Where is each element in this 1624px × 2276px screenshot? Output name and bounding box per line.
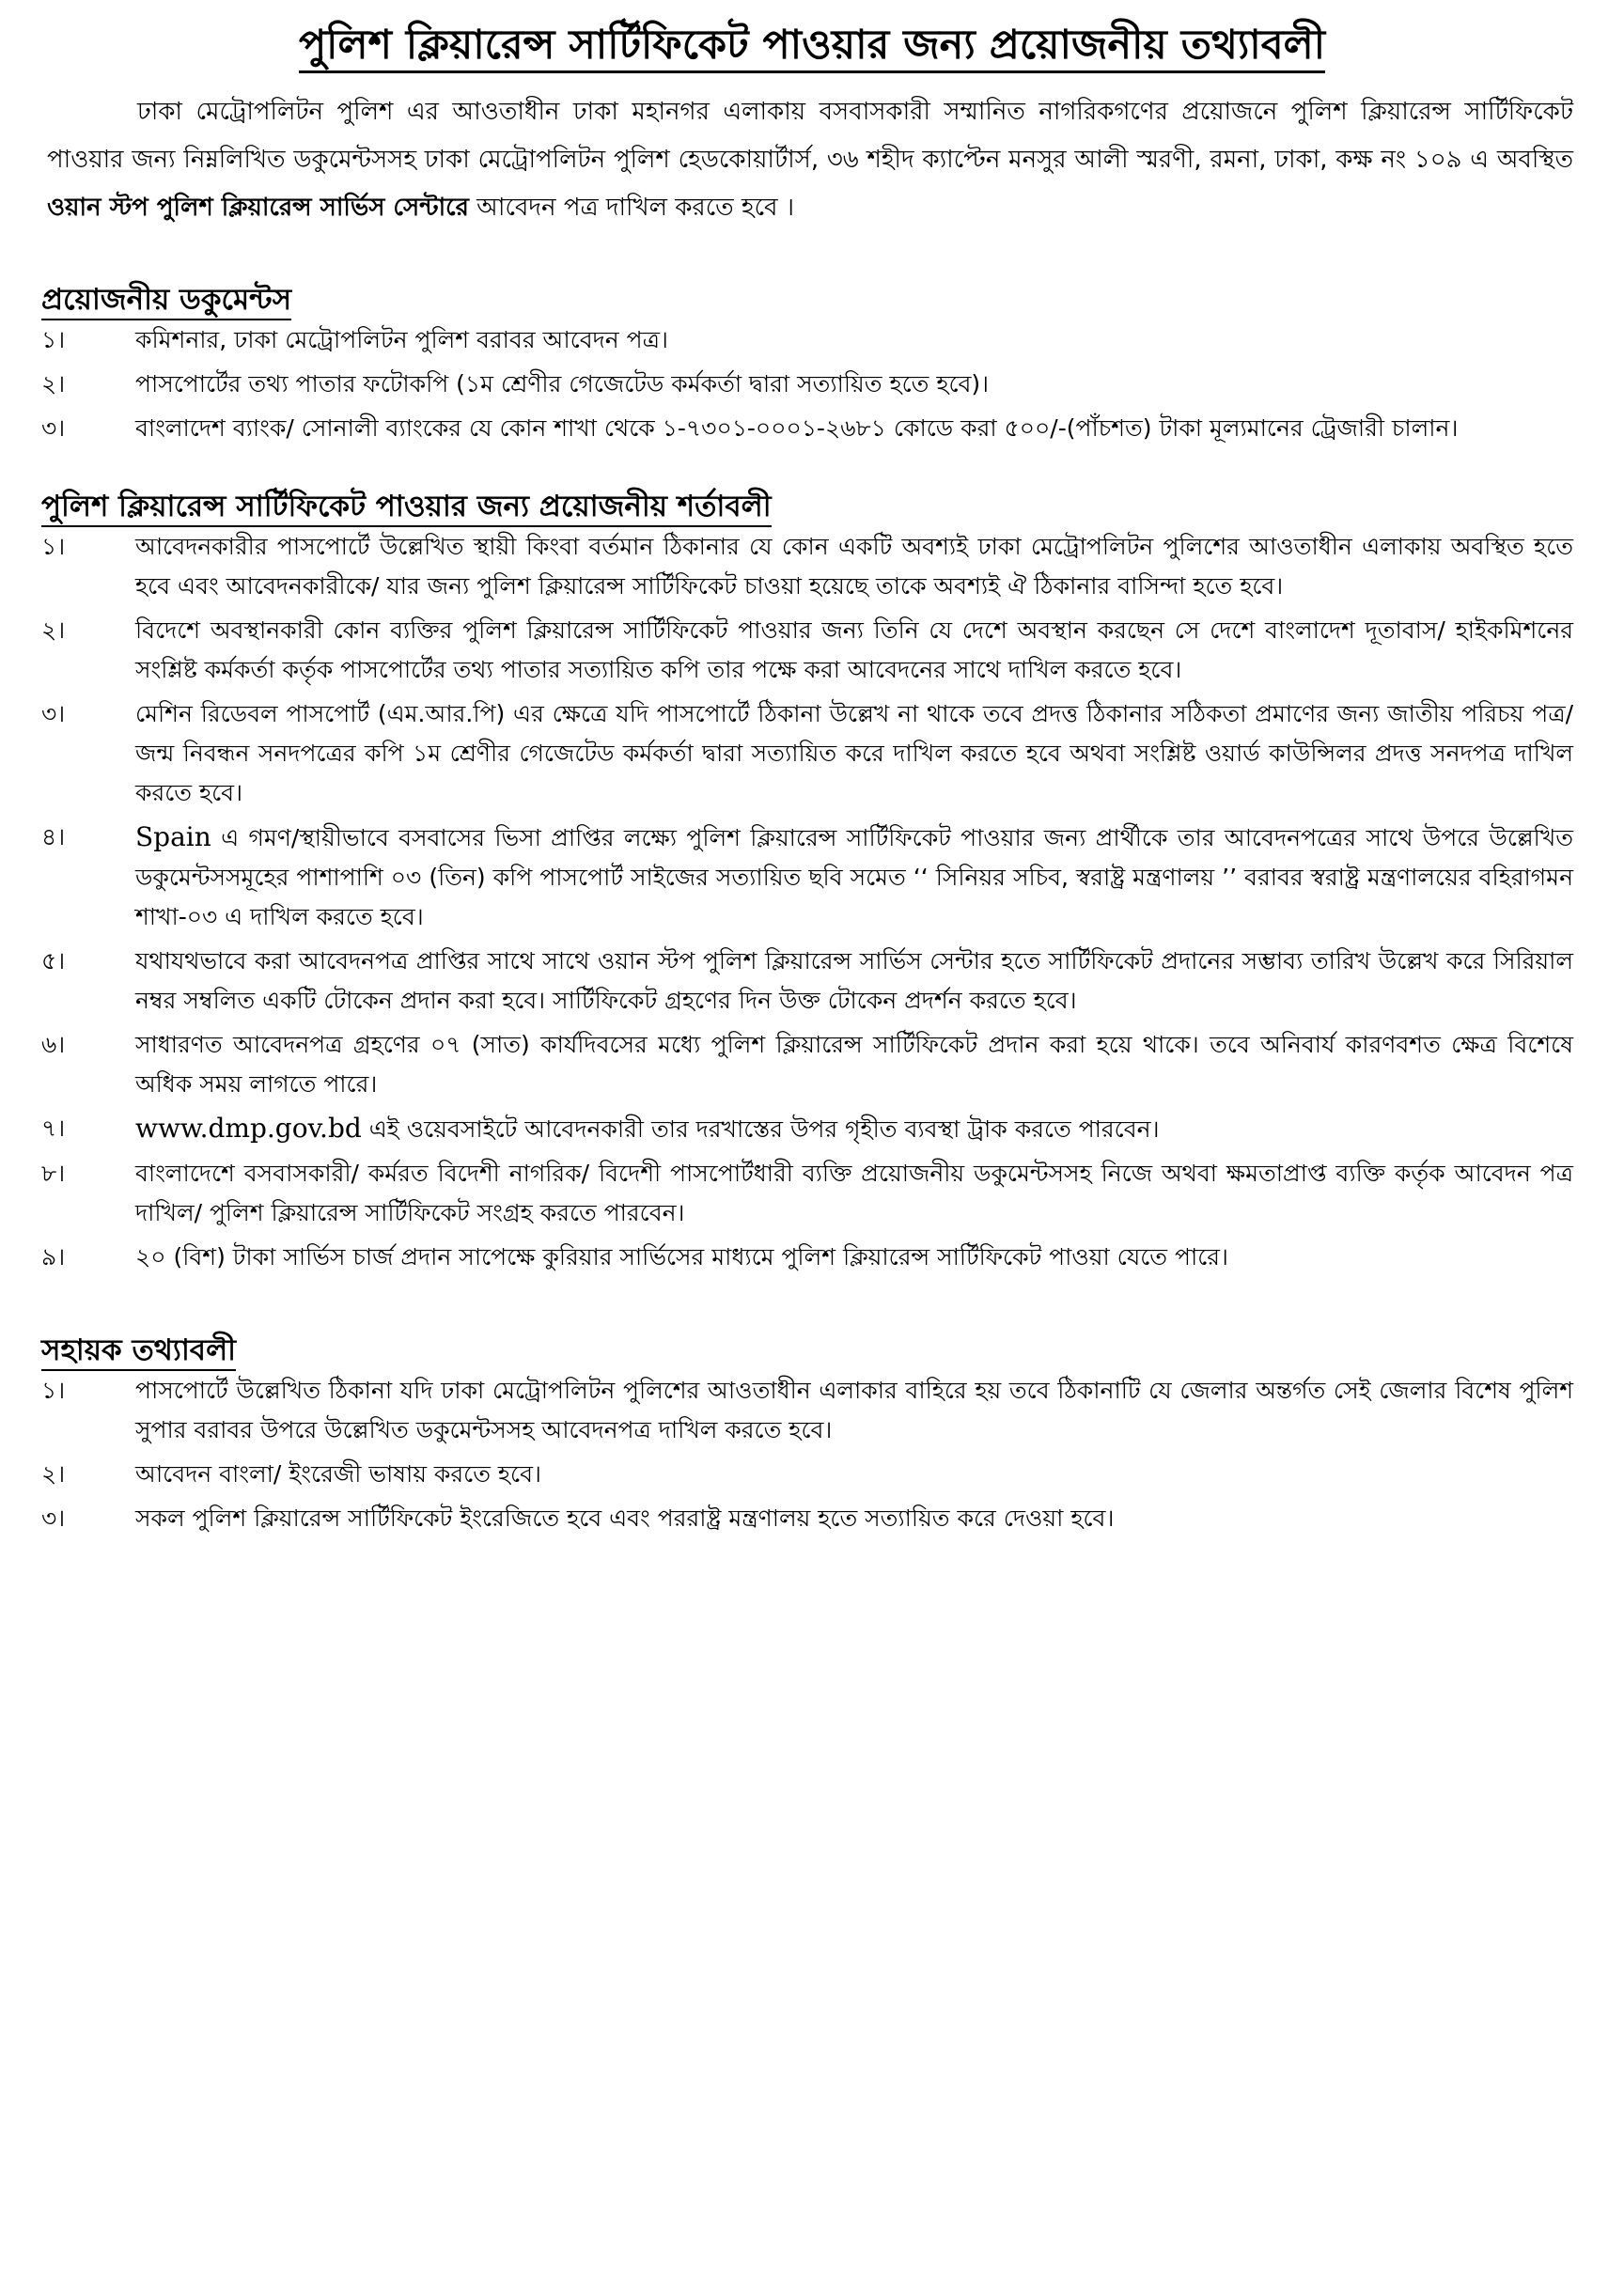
item-text: [135, 818, 1573, 937]
list-item: [34, 409, 1573, 448]
item-number: ৯।: [41, 1243, 66, 1271]
required-documents-list: [34, 320, 1590, 448]
conditions-heading-text: পুলিশ ক্লিয়ারেন্স সার্টিফিকেট পাওয়ার জন্য প্রয়োজনীয় শর্তাবলী: [41, 490, 772, 527]
list-item: [34, 1154, 1573, 1233]
intro-text-end: আবেদন পত্র দাখিল করতে হবে ।: [476, 194, 795, 222]
item-number: ২।: [41, 616, 66, 644]
list-item: [34, 1238, 1573, 1277]
item-number: ১।: [41, 533, 66, 560]
intro-highlight: ওয়ান স্টপ পুলিশ ক্লিয়ারেন্স সার্ভিস সেন্টারে: [47, 194, 469, 222]
item-number: ৩।: [41, 700, 66, 727]
list-item: [34, 365, 1573, 404]
list-item: [34, 1025, 1573, 1104]
list-item: [34, 694, 1573, 813]
item-number: ৪।: [41, 823, 66, 850]
list-item: [34, 1371, 1573, 1450]
item-text: সাধারণত আবেদনপত্র গ্রহণের ০৭ (সাত) কার্যদিবসের মধ্যে পুলিশ ক্লিয়ারেন্স সার্টিফিকেট প্রদান করা হয়ে থাকে। তবে অনিবার্য কারণবশত ক্ষেত্র বিশেষে অধিক সময় লাগতে পারে।: [135, 1031, 1573, 1098]
list-item: [34, 1109, 1573, 1149]
item-text: পাসপোর্টের তথ্য পাতার ফটোকপি (১ম শ্রেণীর গেজেটেড কর্মকর্তা দ্বারা সত্যায়িত হতে হবে)।: [135, 370, 990, 398]
item-text: [135, 1109, 1573, 1149]
item-text: সকল পুলিশ ক্লিয়ারেন্স সার্টিফিকেট ইংরেজিতে হবে এবং পররাষ্ট্র মন্ত্রণালয় হতে সত্যায়িত করে দেওয়া হবে।: [135, 1504, 1115, 1532]
item-number: ১।: [41, 326, 66, 353]
list-item: [34, 320, 1573, 360]
conditions-heading: [34, 486, 1590, 527]
intro-text: ঢাকা মেট্রোপলিটন পুলিশ এর আওতাধীন ঢাকা মহানগর এলাকায় বসবাসকারী সম্মানিত নাগরিকগণের প্রয়োজনে পুলিশ ক্লিয়ারেন্স সার্টিফিকেট পাওয়ার জন্য নিম্নলিখিত ডকুমেন্টসসহ ঢাকা মেট্রোপলিটন পুলিশ হেডকোয়ার্টার্স, ৩৬ শহীদ ক্যাপ্টেন মনসুর আলী স্মরণী, রমনা, ঢাকা, কক্ষ নং ১০৯ এ অবস্থিত: [47, 98, 1573, 174]
required-documents-heading-text: প্রয়োজনীয় ডকুমেন্টস: [41, 283, 291, 320]
item-text: ২০ (বিশ) টাকা সার্ভিস চার্জ প্রদান সাপেক্ষে কুরিয়ার সার্ভিসের মাধ্যমে পুলিশ ক্লিয়ারেন্স সার্টিফিকেট পাওয়া যেতে পারে।: [135, 1243, 1228, 1271]
website-link[interactable]: www.dmp.gov.bd: [135, 1113, 362, 1144]
item-text: বিদেশে অবস্থানকারী কোন ব্যক্তির পুলিশ ক্লিয়ারেন্স সার্টিফিকেট পাওয়ার জন্য তিনি যে দেশে অবস্থান করছেন সে দেশে বাংলাদেশ দূতাবাস/ হাইকমিশনের সংশ্লিষ্ট কর্মকর্তা কর্তৃক পাসপোর্টের তথ্য পাতার সত্যায়িত কপি তার পক্ষে করা আবেদনের সাথে দাখিল করতে হবে।: [135, 616, 1573, 683]
item-text: কমিশনার, ঢাকা মেট্রোপলিটন পুলিশ বরাবর আবেদন পত্র।: [135, 326, 668, 353]
document-title: [34, 17, 1590, 73]
country-name: Spain: [135, 821, 211, 852]
item-number: ৩।: [41, 414, 66, 442]
item-text: বাংলাদেশে বসবাসকারী/ কর্মরত বিদেশী নাগরিক/ বিদেশী পাসপোর্টধারী ব্যক্তি প্রয়োজনীয় ডকুমেন্টসসহ নিজে অথবা ক্ষমতাপ্রাপ্ত ব্যক্তি কর্তৃক আবেদন পত্র দাখিল/ পুলিশ ক্লিয়ারেন্স সার্টিফিকেট সংগ্রহ করতে পারবেন।: [135, 1160, 1573, 1226]
item-text: যথাযথভাবে করা আবেদনপত্র প্রাপ্তির সাথে সাথে ওয়ান স্টপ পুলিশ ক্লিয়ারেন্স সার্ভিস সেন্টার হতে সার্টিফিকেট প্রদানের সম্ভাব্য তারিখ উল্লেখ করে সিরিয়াল নম্বর সম্বলিত একটি টোকেন প্রদান করা হবে। সার্টিফিকেট গ্রহণের দিন উক্ত টোকেন প্রদর্শন করতে হবে।: [135, 947, 1573, 1014]
item-number: ৮।: [41, 1160, 66, 1187]
item-number: ৫।: [41, 947, 66, 974]
item-text: আবেদনকারীর পাসপোর্টে উল্লেখিত স্থায়ী কিংবা বর্তমান ঠিকানার যে কোন একটি অবশ্যই ঢাকা মেট্রোপলিটন পুলিশের আওতাধীন এলাকায় অবস্থিত হতে হবে এবং আবেদনকারীকে/ যার জন্য পুলিশ ক্লিয়ারেন্স সার্টিফিকেট চাওয়া হয়েছে তাকে অবশ্যই ঐ ঠিকানার বাসিন্দা হতে হবে।: [135, 533, 1573, 600]
item-number: ১।: [41, 1377, 66, 1404]
document-page: [34, 17, 1590, 1543]
supplementary-heading-text: সহায়ক তথ্যাবলী: [41, 1333, 236, 1371]
supplementary-list: [34, 1371, 1590, 1538]
list-item: [34, 818, 1573, 937]
item-number: ৭।: [41, 1115, 66, 1142]
intro-paragraph: [34, 88, 1590, 232]
supplementary-heading: [34, 1330, 1590, 1371]
item-number: ৬।: [41, 1031, 66, 1058]
item-text: মেশিন রিডেবল পাসপোর্ট (এম.আর.পি) এর ক্ষেত্রে যদি পাসপোর্টে ঠিকানা উল্লেখ না থাকে তবে প্রদত্ত ঠিকানার সঠিকতা প্রমাণের জন্য জাতীয় পরিচয় পত্র/ জন্ম নিবন্ধন সনদপত্রের কপি ১ম শ্রেণীর গেজেটেড কর্মকর্তা দ্বারা সত্যায়িত করে দাখিল করতে হবে অথবা সংশ্লিষ্ট ওয়ার্ড কাউন্সিলর প্রদত্ত সনদপত্র দাখিল করতে হবে।: [135, 700, 1573, 806]
list-item: [34, 527, 1573, 606]
conditions-list: [34, 527, 1590, 1277]
item-text: বাংলাদেশ ব্যাংক/ সোনালী ব্যাংকের যে কোন শাখা থেকে ১-৭৩০১-০০০১-২৬৮১ কোডে করা ৫০০/-(পাঁচশত) টাকা মূল্যমানের ট্রেজারী চালান।: [135, 414, 1459, 442]
item-text-body: এই ওয়েবসাইটে আবেদনকারী তার দরখাস্তের উপর গৃহীত ব্যবস্থা ট্রাক করতে পারবেন।: [361, 1115, 1160, 1143]
item-number: ২।: [41, 1460, 66, 1488]
list-item: [34, 611, 1573, 690]
item-text: পাসপোর্টে উল্লেখিত ঠিকানা যদি ঢাকা মেট্রোপলিটন পুলিশের আওতাধীন এলাকার বাহিরে হয় তবে ঠিকানাটি যে জেলার অন্তর্গত সেই জেলার বিশেষ পুলিশ সুপার বরাবর উপরে উল্লেখিত ডকুমেন্টসসহ আবেদনপত্র দাখিল করতে হবে।: [135, 1377, 1573, 1443]
document-title-text: পুলিশ ক্লিয়ারেন্স সার্টিফিকেট পাওয়ার জন্য প্রয়োজনীয় তথ্যাবলী: [299, 22, 1325, 73]
item-text: আবেদন বাংলা/ ইংরেজী ভাষায় করতে হবে।: [135, 1460, 541, 1488]
list-item: [34, 942, 1573, 1021]
item-number: ২।: [41, 370, 66, 398]
item-number: ৩।: [41, 1504, 66, 1532]
list-item: [34, 1499, 1573, 1538]
required-documents-heading: [34, 279, 1590, 320]
list-item: [34, 1455, 1573, 1494]
item-text-body: এ গমণ/স্থায়ীভাবে বসবাসের ভিসা প্রাপ্তির লক্ষ্যে পুলিশ ক্লিয়ারেন্স সার্টিফিকেট পাওয়ার জন্য প্রার্থীকে তার আবেদনপত্রের সাথে উপরে উল্লেখিত ডকুমেন্টসসমূহের পাশাপাশি ০৩ (তিন) কপি পাসপোর্ট সাইজের সত্যায়িত ছবি সমেত ‘‘ সিনিয়র সচিব, স্বরাষ্ট্র মন্ত্রণালয় ’’ বরাবর স্বরাষ্ট্র মন্ত্রণালয়ের বহিরাগমন শাখা-০৩ এ দাখিল করতে হবে।: [135, 824, 1573, 930]
